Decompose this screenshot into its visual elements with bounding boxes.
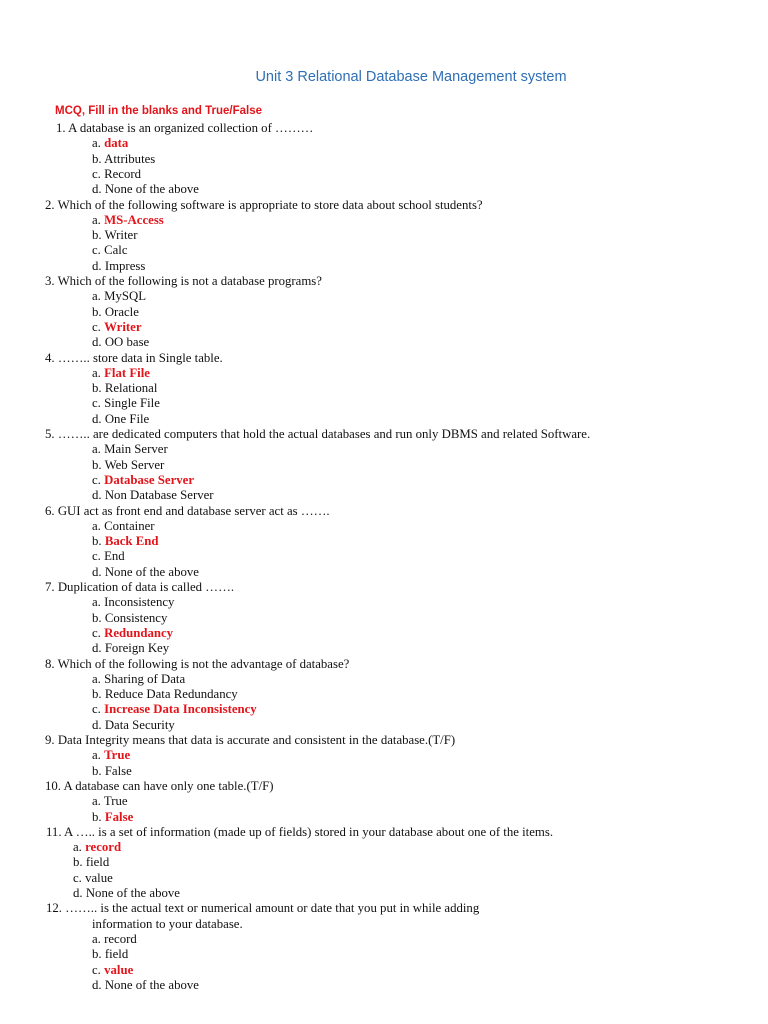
- option-letter: b.: [92, 809, 102, 824]
- question-line: [45, 657, 349, 672]
- option-text: Consistency: [104, 610, 168, 625]
- option-letter: a.: [92, 748, 101, 763]
- answer-option: [92, 702, 257, 717]
- answer-option: [92, 810, 133, 825]
- correct-answer: Back End: [104, 534, 159, 549]
- option-letter: d.: [92, 411, 102, 426]
- question-text: A database can have only one table.(T/F): [63, 778, 274, 793]
- answer-option: [92, 748, 130, 763]
- correct-answer: MS-Access: [104, 212, 164, 227]
- option-text: Oracle: [104, 304, 139, 319]
- answer-option: [92, 136, 128, 151]
- correct-answer: False: [104, 809, 134, 824]
- option-text: None of the above: [85, 886, 180, 900]
- option-text: value: [85, 870, 113, 885]
- question-number: 2.: [45, 197, 55, 212]
- option-letter: d.: [92, 182, 102, 197]
- question-line: [45, 351, 223, 366]
- option-letter: c.: [92, 166, 101, 181]
- answer-option: [92, 672, 185, 687]
- option-letter: a.: [92, 671, 101, 686]
- option-text: field: [85, 855, 110, 870]
- option-letter: a.: [92, 794, 101, 809]
- option-letter: b.: [73, 855, 83, 870]
- question-number: 8.: [45, 656, 55, 671]
- correct-answer: True: [104, 748, 131, 763]
- option-text: Writer: [104, 228, 138, 243]
- option-letter: d.: [92, 335, 102, 350]
- answer-option: [92, 396, 160, 411]
- option-text: Calc: [104, 243, 128, 258]
- question-text: A ….. is a set of information (made up of fields) stored in your database about one of the items.: [64, 824, 554, 839]
- answer-option: [92, 932, 137, 947]
- option-text: None of the above: [104, 564, 199, 579]
- question-line: [46, 825, 553, 840]
- option-letter: a.: [92, 289, 101, 304]
- option-letter: c.: [92, 396, 101, 411]
- option-letter: a.: [92, 442, 101, 457]
- option-letter: b.: [92, 687, 102, 702]
- option-letter: a.: [92, 136, 101, 151]
- option-letter: a.: [92, 212, 101, 227]
- answer-option: [92, 687, 238, 702]
- answer-option: [92, 794, 128, 809]
- answer-option: [92, 641, 169, 656]
- question-text: A database is an organized collection of ………: [68, 121, 314, 135]
- answer-option: [92, 534, 159, 549]
- option-text: Sharing of Data: [104, 671, 186, 686]
- option-text: Data Security: [104, 717, 175, 732]
- question-text: …….. are dedicated computers that hold the actual databases and run only DBMS and related Software.: [57, 427, 591, 441]
- answer-option: [92, 549, 125, 564]
- question-text: …….. is the actual text or numerical amount or date that you put in while adding: [65, 901, 480, 916]
- option-letter: b.: [92, 228, 102, 243]
- question-number: 4.: [45, 350, 55, 365]
- correct-answer: record: [85, 840, 122, 855]
- option-letter: a.: [92, 365, 101, 380]
- option-letter: b.: [92, 151, 102, 166]
- option-letter: c.: [92, 549, 101, 564]
- option-letter: d.: [73, 886, 83, 900]
- answer-option: [73, 840, 121, 855]
- answer-option: [92, 626, 173, 641]
- answer-option: [92, 963, 133, 978]
- answer-option: [73, 886, 180, 901]
- option-text: Single File: [104, 396, 160, 411]
- option-letter: b.: [92, 381, 102, 396]
- option-letter: c.: [92, 702, 101, 717]
- option-text: False: [104, 763, 132, 778]
- answer-option: [92, 228, 137, 243]
- correct-answer: Writer: [104, 319, 142, 334]
- option-text: Web Server: [104, 457, 165, 472]
- answer-option: [92, 259, 145, 274]
- question-number: 10.: [45, 778, 61, 793]
- question-text-continued: information to your database.: [92, 916, 243, 931]
- option-letter: b.: [92, 763, 102, 778]
- question-line: [46, 901, 479, 916]
- answer-option: [92, 565, 199, 580]
- option-letter: a.: [73, 840, 82, 855]
- option-letter: b.: [92, 457, 102, 472]
- question-number: 6.: [45, 503, 55, 518]
- option-text: Inconsistency: [104, 595, 175, 610]
- option-text: field: [104, 947, 129, 962]
- option-letter: b.: [92, 534, 102, 549]
- question-line: [56, 121, 313, 136]
- question-number: 5.: [45, 427, 55, 441]
- answer-option: [92, 152, 155, 167]
- option-letter: d.: [92, 977, 102, 992]
- option-letter: b.: [92, 947, 102, 962]
- answer-option: [92, 718, 175, 733]
- answer-option: [92, 305, 139, 320]
- option-text: Container: [104, 518, 155, 533]
- correct-answer: Redundancy: [104, 625, 174, 640]
- option-letter: d.: [92, 717, 102, 732]
- option-text: End: [104, 549, 125, 564]
- option-text: Main Server: [104, 442, 168, 457]
- answer-option: [92, 243, 128, 258]
- answer-option: [92, 473, 194, 488]
- option-letter: c.: [92, 319, 101, 334]
- answer-option: [92, 458, 164, 473]
- question-text: Which of the following software is appropriate to store data about school students?: [57, 197, 483, 212]
- correct-answer: value: [104, 962, 134, 977]
- answer-option: [92, 442, 168, 457]
- option-text: OO base: [104, 335, 150, 350]
- option-letter: d.: [92, 641, 102, 656]
- option-letter: a.: [92, 931, 101, 946]
- answer-option: [92, 182, 199, 197]
- option-text: One File: [104, 411, 150, 426]
- question-line: [45, 274, 322, 289]
- question-text: Which of the following is not the advantage of database?: [57, 656, 350, 671]
- option-text: Impress: [104, 258, 146, 273]
- question-number: 1.: [56, 121, 66, 135]
- answer-option: [73, 871, 113, 886]
- correct-answer: Database Server: [104, 472, 195, 487]
- correct-answer: data: [104, 136, 129, 151]
- option-letter: d.: [92, 488, 102, 503]
- question-number: 9.: [45, 733, 55, 747]
- option-text: MySQL: [104, 289, 147, 304]
- option-text: record: [104, 931, 137, 946]
- option-letter: b.: [92, 304, 102, 319]
- answer-option: [92, 213, 164, 228]
- question-number: 3.: [45, 274, 55, 288]
- answer-option: [92, 381, 157, 396]
- option-letter: d.: [92, 258, 102, 273]
- answer-option: [92, 519, 155, 534]
- option-letter: c.: [92, 962, 101, 977]
- option-letter: c.: [92, 625, 101, 640]
- option-letter: c.: [73, 870, 82, 885]
- question-text: GUI act as front end and database server act as …….: [57, 503, 330, 518]
- option-letter: a.: [92, 595, 101, 610]
- option-letter: c.: [92, 243, 101, 258]
- answer-option: [92, 335, 149, 350]
- answer-option: [92, 412, 149, 427]
- option-text: Non Database Server: [104, 488, 214, 503]
- question-text: Data Integrity means that data is accurate and consistent in the database.(T/F): [57, 733, 456, 747]
- page-title: Unit 3 Relational Database Management system: [255, 69, 567, 85]
- option-letter: b.: [92, 610, 102, 625]
- question-number: 12.: [46, 901, 62, 916]
- question-line: [45, 733, 455, 748]
- answer-option: [92, 366, 150, 381]
- answer-option: [92, 595, 174, 610]
- option-text: None of the above: [104, 977, 199, 992]
- question-line: [45, 779, 274, 794]
- answer-option: [92, 167, 141, 182]
- option-letter: a.: [92, 518, 101, 533]
- option-text: Attributes: [104, 151, 156, 166]
- answer-option: [92, 289, 146, 304]
- question-line: [45, 580, 234, 595]
- question-text: Duplication of data is called …….: [57, 580, 235, 594]
- correct-answer: Increase Data Inconsistency: [104, 702, 257, 717]
- option-text: Record: [104, 166, 142, 181]
- answer-option: [92, 320, 142, 335]
- section-subtitle: MCQ, Fill in the blanks and True/False: [55, 105, 263, 117]
- answer-option: [92, 978, 199, 993]
- option-text: Reduce Data Redundancy: [104, 687, 238, 702]
- answer-option: [92, 611, 167, 626]
- option-text: True: [103, 794, 128, 809]
- answer-option: [92, 764, 132, 779]
- question-number: 11.: [46, 824, 62, 839]
- question-line: [45, 427, 590, 442]
- answer-option: [73, 855, 109, 870]
- answer-option: [92, 488, 214, 503]
- question-line: [45, 504, 330, 519]
- answer-option: [92, 947, 128, 962]
- option-text: Foreign Key: [104, 641, 170, 656]
- question-number: 7.: [45, 580, 55, 594]
- question-line: [45, 198, 483, 213]
- option-letter: c.: [92, 472, 101, 487]
- question-text: Which of the following is not a database programs?: [57, 274, 322, 288]
- option-text: Relational: [104, 381, 158, 396]
- correct-answer: Flat File: [104, 365, 150, 380]
- option-letter: d.: [92, 564, 102, 579]
- option-text: None of the above: [104, 182, 199, 197]
- question-text: …….. store data in Single table.: [57, 350, 223, 365]
